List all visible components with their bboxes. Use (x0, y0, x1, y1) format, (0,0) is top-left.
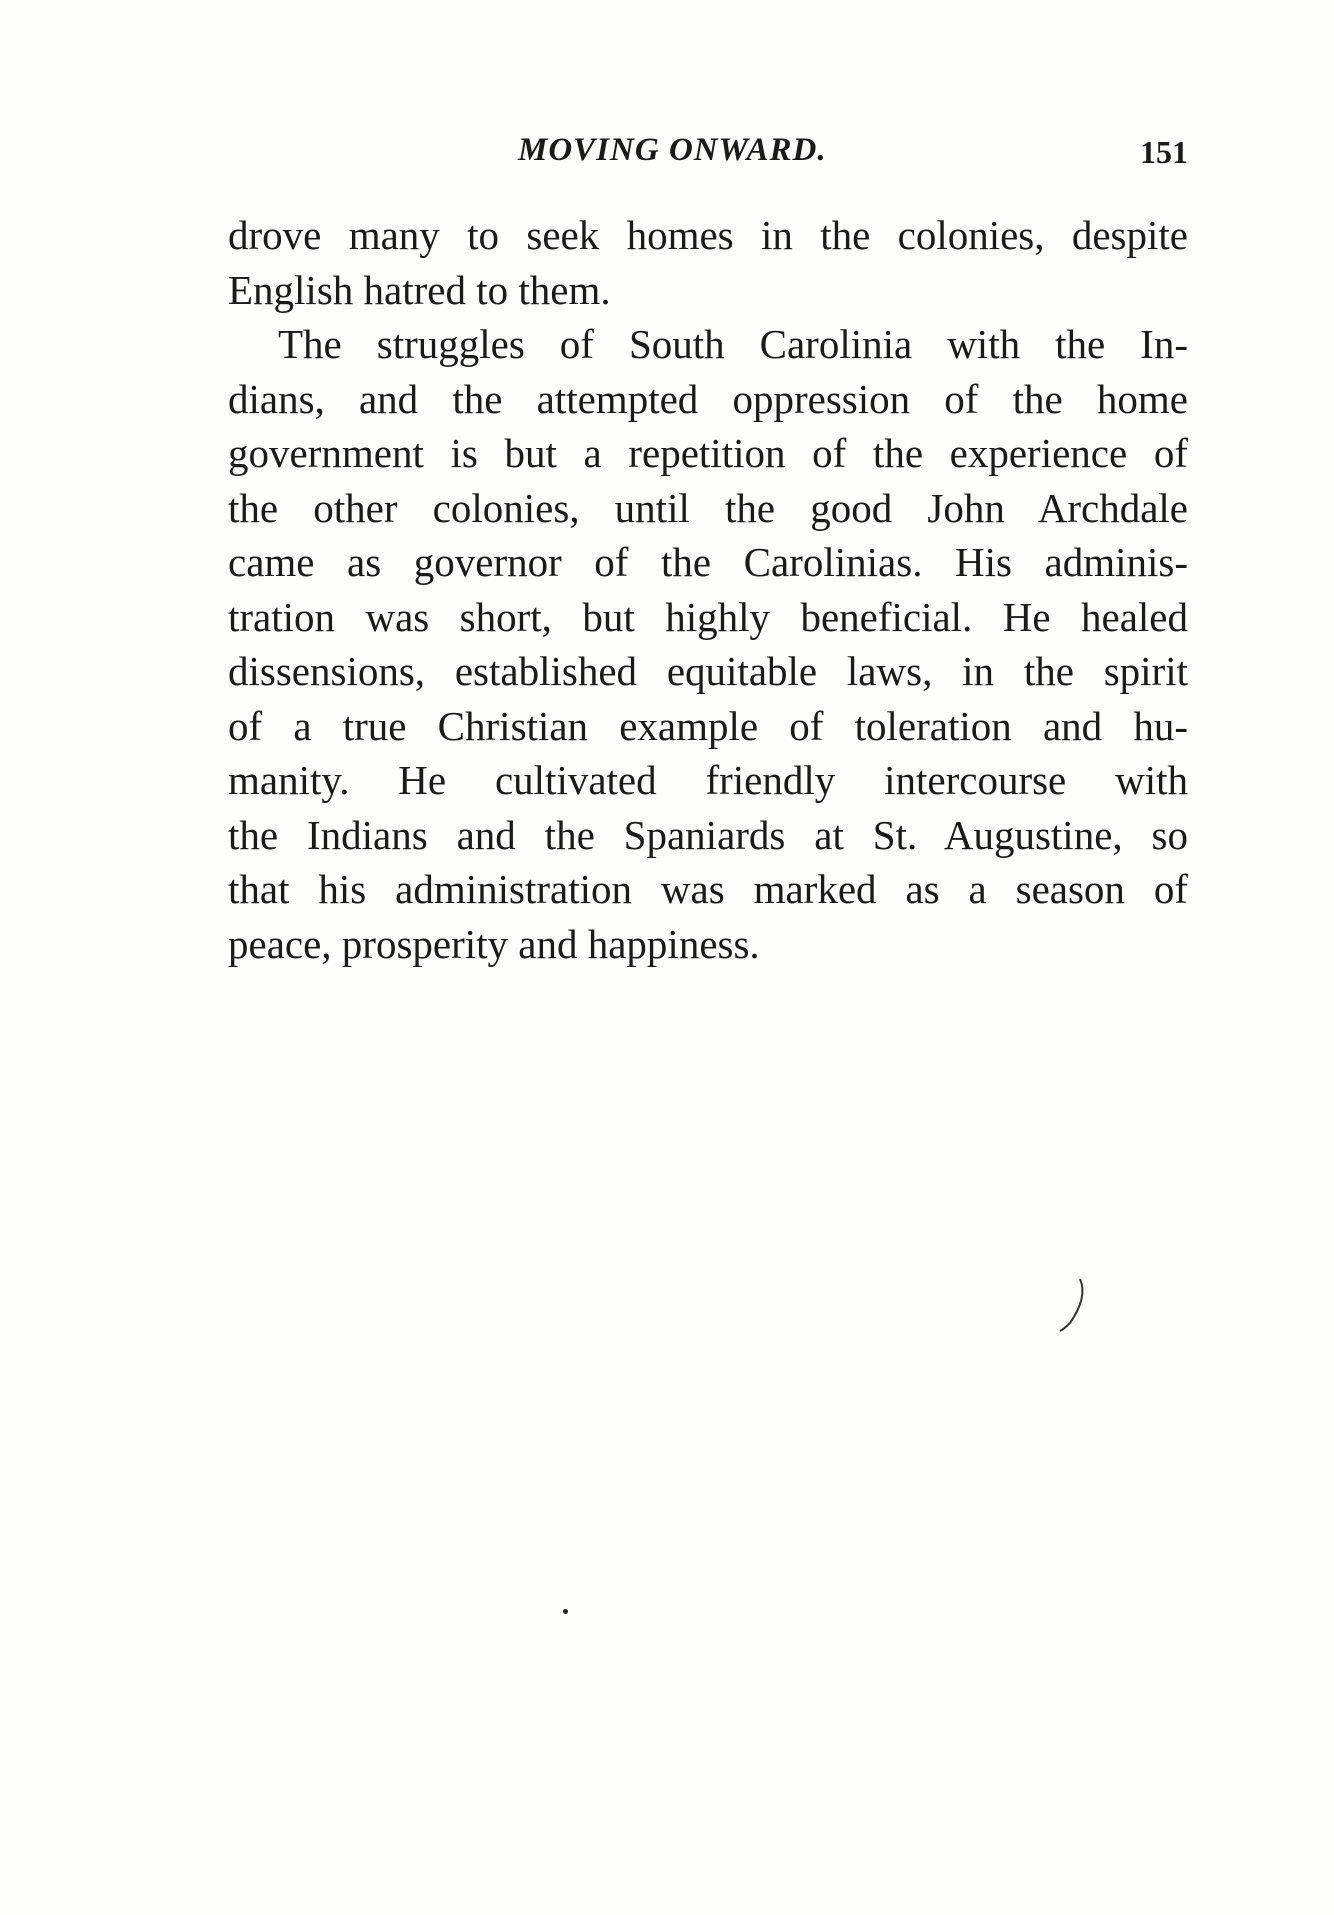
pencil-mark (1050, 1275, 1090, 1335)
text-line: of a true Christian example of toleration and hu- (228, 702, 1188, 749)
text-line: dians, and the attempted oppression of the home (228, 375, 1188, 422)
text-line: dissensions, established equitable laws, in the spirit (228, 648, 1188, 694)
text-line: drove many to seek homes in the colonies, despite (228, 212, 1188, 258)
text-line: English hatred to them. (228, 266, 611, 313)
text-line: came as governor of the Carolinias. His adminis- (228, 539, 1188, 585)
running-title: MOVING ONWARD. (518, 132, 827, 168)
text-line: the Indians and the Spaniards at St. Augustine, so (228, 811, 1188, 858)
page-number: 151 (1140, 134, 1188, 170)
text-line: government is but a repetition of the experience of (228, 430, 1188, 476)
text-line: peace, prosperity and happiness. (228, 920, 760, 967)
text-line: tration was short, but highly beneficial. He healed (228, 593, 1188, 640)
body-text (228, 208, 1188, 971)
text-line: manity. He cultivated friendly intercourse with (228, 757, 1188, 803)
running-head (228, 132, 1188, 182)
paragraph-2 (228, 317, 1188, 971)
paragraph-1 (228, 208, 1188, 317)
text-line: the other colonies, until the good John Archdale (228, 484, 1188, 531)
text-line: that his administration was marked as a season of (228, 866, 1188, 912)
ink-speck (563, 1609, 568, 1614)
text-line: The struggles of South Carolinia with the In- (278, 321, 1188, 367)
